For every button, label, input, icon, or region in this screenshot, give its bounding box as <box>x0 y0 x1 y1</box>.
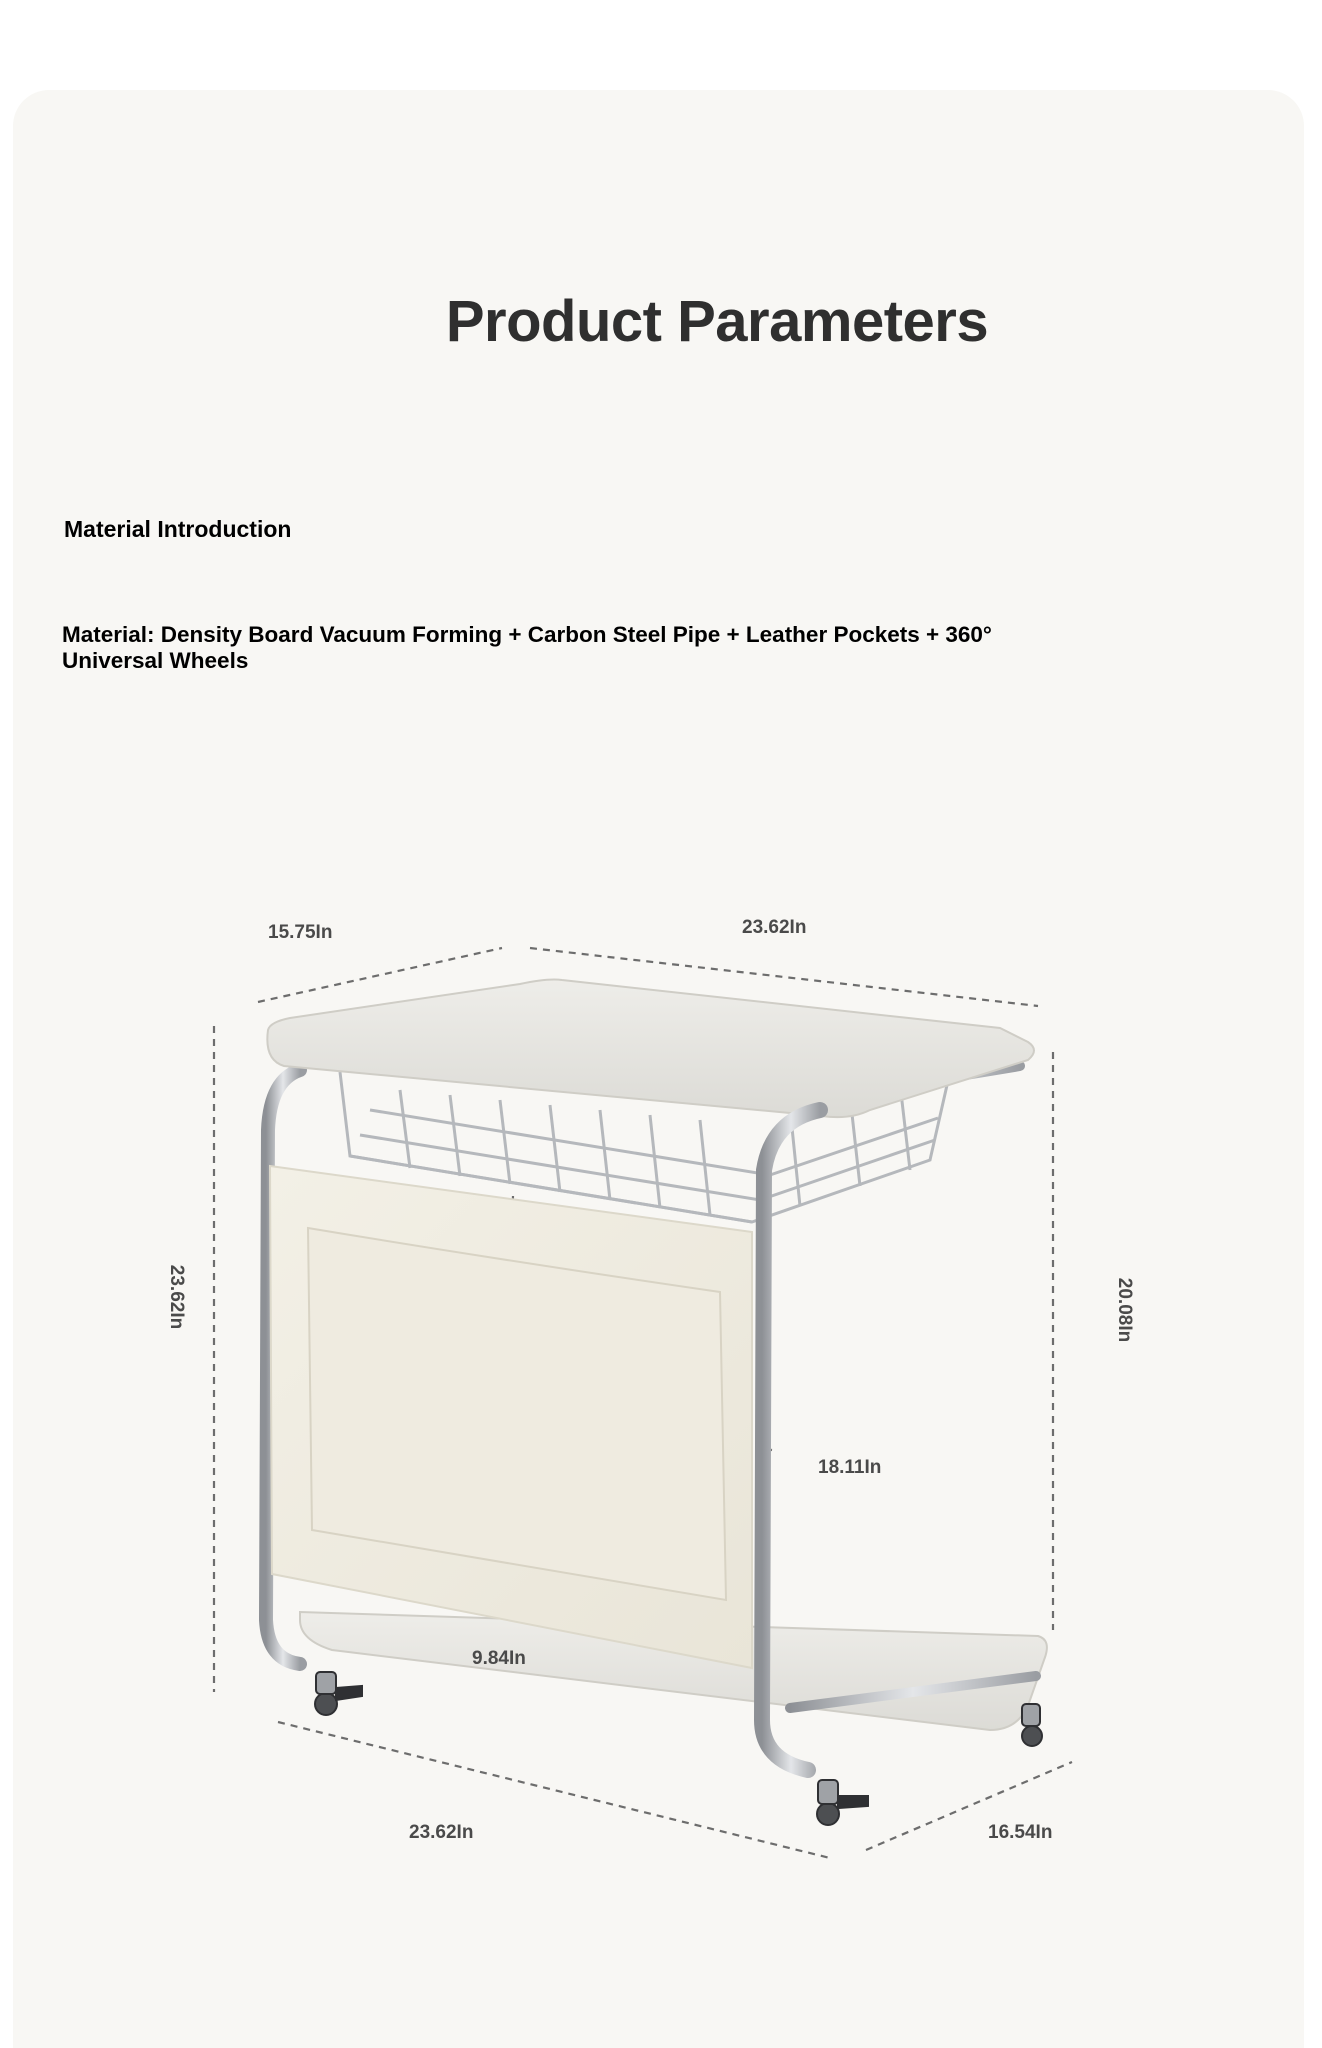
material-heading: Material Introduction <box>64 516 292 542</box>
dimension-pocket-width: 18.11In <box>818 1457 882 1478</box>
page-title: Product Parameters <box>445 289 989 354</box>
dimension-base-width: 23.62In <box>409 1822 474 1843</box>
dimension-base-depth: 16.54In <box>988 1822 1053 1843</box>
table-top <box>267 980 1034 1118</box>
dimension-pocket-height: 9.84In <box>472 1648 526 1669</box>
dimension-top-depth: 15.75In <box>268 922 333 943</box>
dimension-total-height: 23.62In <box>166 1264 188 1330</box>
dimension-top-width: 23.62In <box>742 917 807 938</box>
material-description: Material: Density Board Vacuum Forming + Carbon Steel Pipe + Leather Pockets + 360° Universal Wheels <box>62 622 992 673</box>
dimension-inner-height: 20.08In <box>1114 1277 1136 1343</box>
